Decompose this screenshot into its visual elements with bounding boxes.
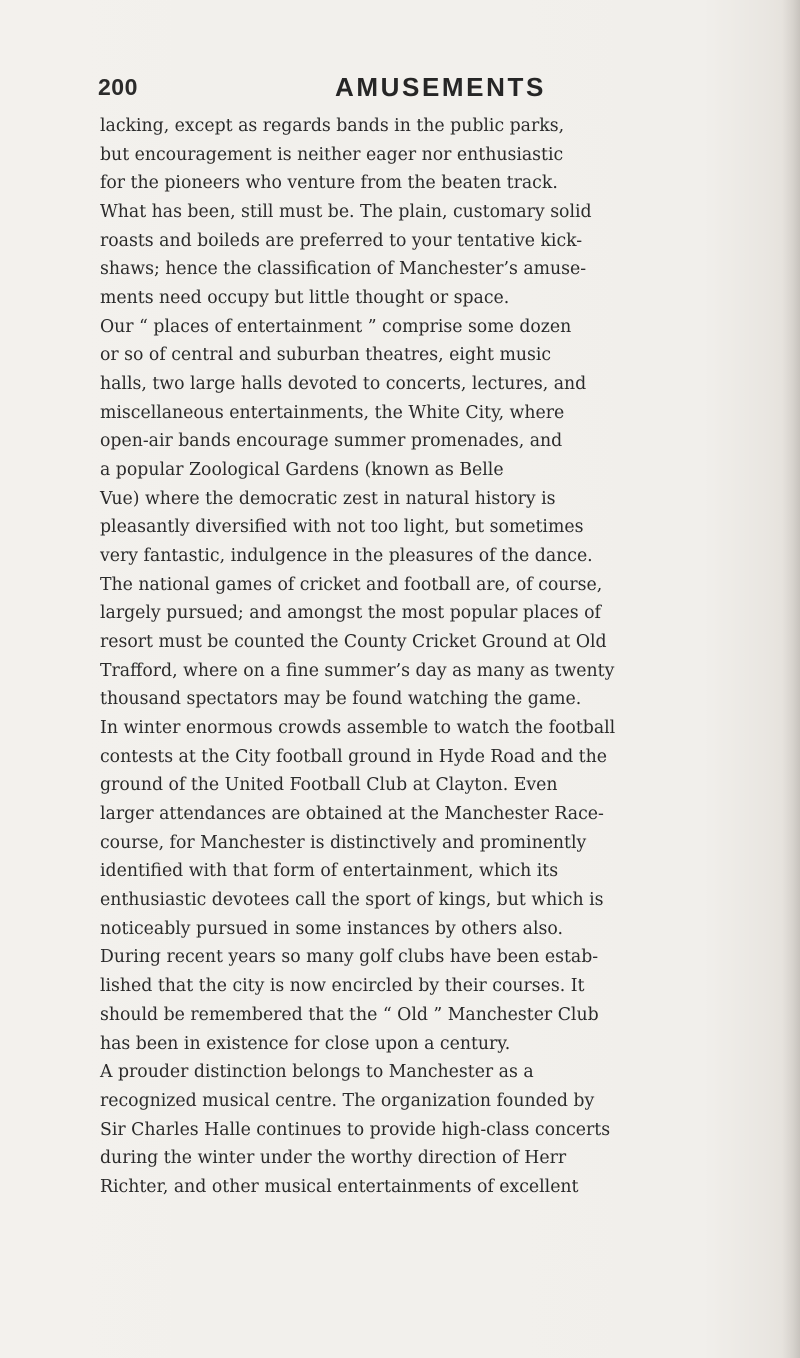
text-line: resort must be counted the County Cricket Ground at Old (100, 632, 607, 653)
text-line: noticeably pursued in some instances by others also. (100, 918, 563, 939)
text-line: Vue) where the democratic zest in natural history is (100, 488, 556, 509)
text-line: course, for Manchester is distinctively and prominently (100, 832, 587, 853)
text-line: for the pioneers who venture from the beaten track. (100, 173, 558, 194)
text-line: What has been, still must be. The plain, customary solid (100, 202, 592, 223)
text-line: recognized musical centre. The organization founded by (100, 1090, 595, 1111)
text-line: miscellaneous entertainments, the White City, where (100, 402, 565, 423)
text-line: lished that the city is now encircled by their courses. It (100, 976, 585, 997)
page-number: 200 (98, 74, 138, 100)
paragraph-start-line: The national games of cricket and football are, of course, (100, 574, 603, 595)
text-line: roasts and boileds are preferred to your tentative kick- (100, 230, 583, 251)
text-line: open-air bands encourage summer promenades, and (100, 431, 563, 452)
text-line: contests at the City football ground in Hyde Road and the (100, 746, 607, 767)
text-line: enthusiastic devotees call the sport of kings, but which is (100, 890, 604, 911)
text-line: ments need occupy but little thought or space. (100, 288, 510, 309)
text-line: has been in existence for close upon a century. (100, 1033, 511, 1054)
paragraph-start-line: Our “ places of entertainment ” comprise some dozen (100, 316, 572, 337)
text-line: a popular Zoological Gardens (known as Belle (100, 460, 504, 481)
text-line: should be remembered that the “ Old ” Manchester Club (100, 1004, 599, 1025)
text-line: pleasantly diversified with not too light, but sometimes (100, 517, 584, 538)
text-line: or so of central and suburban theatres, eight music (100, 345, 552, 366)
text-line: identified with that form of entertainment, which its (100, 861, 559, 882)
text-line: halls, two large halls devoted to concerts, lectures, and (100, 374, 587, 395)
text-line: Sir Charles Halle continues to provide high-class concerts (100, 1119, 611, 1140)
paragraph-start-line: A prouder distinction belongs to Manchester as a (100, 1062, 534, 1083)
text-line: During recent years so many golf clubs have been estab- (100, 947, 599, 968)
text-line: Richter, and other musical entertainments of excellent (100, 1176, 579, 1197)
text-line: very fantastic, indulgence in the pleasures of the dance. (100, 546, 593, 567)
text-line: during the winter under the worthy direction of Herr (100, 1148, 567, 1169)
text-line: largely pursued; and amongst the most popular places of (100, 603, 601, 624)
text-line: larger attendances are obtained at the Manchester Race- (100, 804, 604, 825)
page-header (0, 70, 800, 104)
text-line: In winter enormous crowds assemble to watch the football (100, 718, 616, 739)
body-text (100, 112, 790, 1202)
text-line: ground of the United Football Club at Clayton. Even (100, 775, 558, 796)
text-line: but encouragement is neither eager nor enthusiastic (100, 144, 564, 165)
text-line: shaws; hence the classification of Manchester’s amuse- (100, 259, 587, 280)
text-line: lacking, except as regards bands in the public parks, (100, 116, 565, 136)
text-line: Trafford, where on a fine summer’s day as many as twenty (100, 660, 615, 681)
running-head: AMUSEMENTS (335, 72, 546, 102)
text-line: thousand spectators may be found watching the game. (100, 689, 582, 710)
